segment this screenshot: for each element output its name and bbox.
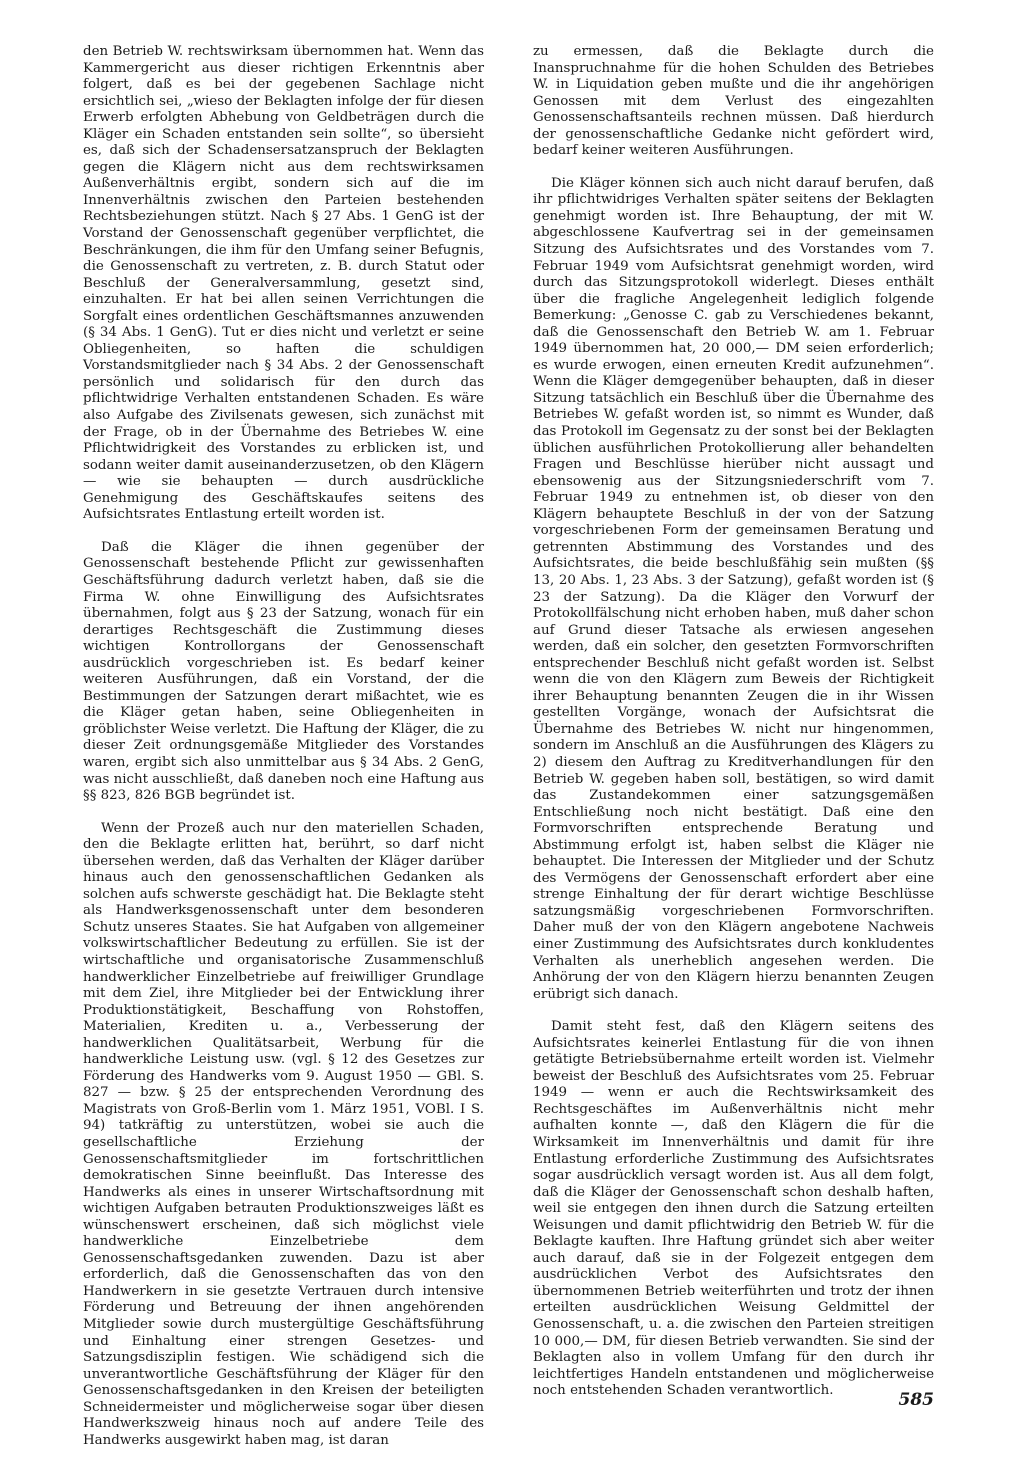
- page-number: 585: [898, 1390, 934, 1410]
- paragraph: Daß die Kläger die ihnen gegenüber der Genossenschaft bestehende Pflicht zur gewissenhaften Geschäftsführung dadurch verletzt haben, daß sie die Firma W. ohne Einwilligung des Aufsichtsrates übernahmen, folgt aus § 23 der Satzung, wonach für ein derartiges Rechtsgeschäft die Zustimmung dieses wichtigen Kontrollorgans der Genossenschaft ausdrücklich vorgeschrieben ist. Es bedarf keiner weiteren Ausführungen, daß ein Vorstand, der die Bestimmungen der Satzungen derart mißachtet, wie es die Kläger getan haben, seine Obliegenheiten in gröblichster Weise verletzt. Die Haftung der Kläger, die zu dieser Zeit ordnungsgemäße Mitglieder des Vorstandes waren, ergibt sich also unmittelbar aus § 34 Abs. 2 GenG, was nicht ausschließt, daß daneben noch eine Haftung aus §§ 823, 826 BGB begründet ist.: [83, 539, 484, 804]
- left-column: [83, 44, 484, 1465]
- paragraph: den Betrieb W. rechtswirksam übernommen hat. Wenn das Kammergericht aus dieser richtigen Erkenntnis aber folgert, daß es bei der gegebenen Sachlage nicht ersichtlich sei, „wieso der Beklagten infolge der für diesen Erwerb erfolgten Abhebung von Geldbeträgen durch die Kläger ein Schaden entstanden sein sollte“, so übersieht es, daß sich der Schadensersatzanspruch der Beklagten gegen die Klägern nicht aus dem rechtswirksamen Außenverhältnis ergibt, sondern sich auf die im Innenverhältnis zwischen den Parteien bestehenden Rechtsbeziehungen stützt. Nach § 27 Abs. 1 GenG ist der Vorstand der Genossenschaft gegenüber verpflichtet, die Beschränkungen, die ihm für den Umfang seiner Befugnis, die Genossenschaft zu vertreten, z. B. durch Statut oder Beschluß der Generalversammlung, gesetzt sind, einzuhalten. Er hat bei allen seinen Verrichtungen die Sorgfalt eines ordentlichen Geschäftsmannes anzuwenden (§ 34 Abs. 1 GenG). Tut er dies nicht und verletzt er seine Obliegenheiten, so haften die schuldigen Vorstandsmitglieder nach § 34 Abs. 2 der Genossenschaft persönlich und solidarisch für den durch das pflichtwidrige Verhalten entstandenen Schaden. Es wäre also Aufgabe des Zivilsenats gewesen, sich zunächst mit der Frage, ob in der Übernahme des Betriebes W. eine Pflichtwidrigkeit des Vorstandes zu erblicken ist, und sodann weiter damit auseinanderzusetzen, ob den Klägern — wie sie behaupten — durch ausdrückliche Genehmigung des Geschäftskaufes seitens des Aufsichtsrates Entlastung erteilt worden ist.: [83, 44, 484, 523]
- right-column: [533, 44, 934, 1416]
- paragraph: Die Kläger können sich auch nicht darauf berufen, daß ihr pflichtwidriges Verhalten später seitens der Beklagten genehmigt worden ist. Ihre Behauptung, der mit W. abgeschlossene Kaufvertrag sei in der gemeinsamen Sitzung des Aufsichtsrates und des Vorstandes vom 7. Februar 1949 vom Aufsichtsrat genehmigt worden, wird durch das Sitzungsprotokoll widerlegt. Dieses enthält über die fragliche Angelegenheit lediglich folgende Bemerkung: „Genosse C. gab zu Verschiedenes bekannt, daß die Genossenschaft den Betrieb W. am 1. Februar 1949 übernommen hat, 20 000,— DM seien erforderlich; es wurde erwogen, einen erneuten Kredit aufzunehmen“. Wenn die Kläger demgegenüber behaupten, daß in dieser Sitzung tatsächlich ein Beschluß über die Übernahme des Betriebes W. gefaßt worden ist, so nimmt es Wunder, daß das Protokoll im Gegensatz zu der sonst bei der Beklagten üblichen ausführlichen Protokollierung aller behandelten Fragen und Beschlüsse hierüber nicht aussagt und ebensowenig aus der Sitzungsniederschrift vom 7. Februar 1949 zu entnehmen ist, ob dieser von den Klägern behauptete Beschluß in der von der Satzung vorgeschriebenen Form der gemeinsamen Beratung und getrennten Abstimmung des Vorstandes und des Aufsichtsrates, die beide beschlußfähig sein mußten (§§ 13, 20 Abs. 1, 23 Abs. 3 der Satzung), gefaßt worden ist (§ 23 der Satzung). Da die Kläger den Vorwurf der Protokollfälschung nicht erhoben haben, muß daher schon auf Grund dieser Tatsache als erwiesen angesehen werden, daß ein solcher, den gesetzten Formvorschriften entsprechender Beschluß nicht gefaßt worden ist. Selbst wenn die von den Klägern zum Beweis der Richtigkeit ihrer Behauptung benannten Zeugen die in ihr Wissen gestellten Vorgänge, wonach der Aufsichtsrat die Übernahme des Betriebes W. nicht nur hingenommen, sondern im Anschluß an die Ausführungen des Klägers zu 2) diesem den Auftrag zu Kreditverhandlungen für den Betrieb W. gegeben haben soll, bestätigen, so wird damit das Zustandekommen einer satzungsgemäßen Entschließung noch nicht bestätigt. Daß eine den Formvorschriften entsprechende Beratung und Abstimmung erfolgt ist, haben selbst die Kläger nie behauptet. Die Interessen der Mitglieder und der Schutz des Vermögens der Genossenschaft erfordert aber eine strenge Einhaltung der für derart wichtige Beschlüsse satzungsmäßig vorgeschriebenen Formvorschriften. Daher muß der von den Klägern angebotene Nachweis einer Zustimmung des Aufsichtsrates durch konkludentes Verhalten als unerheblich angesehen werden. Die Anhörung der von den Klägern hierzu benannten Zeugen erübrigt sich danach.: [533, 175, 934, 1002]
- paragraph: Wenn der Prozeß auch nur den materiellen Schaden, den die Beklagte erlitten hat, berührt, so darf nicht übersehen werden, daß das Verhalten der Kläger darüber hinaus auch den genossenschaftlichen Gedanken als solchen aufs schwerste geschädigt hat. Die Beklagte steht als Handwerksgenossenschaft unter dem besonderen Schutz unseres Staates. Sie hat Aufgaben von allgemeiner volkswirtschaftlicher Bedeutung zu erfüllen. Sie ist der wirtschaftliche und organisatorische Zusammenschluß handwerklicher Einzelbetriebe auf freiwilliger Grundlage mit dem Ziel, ihre Mitglieder bei der Entwicklung ihrer Produktionstätigkeit, Beschaffung von Rohstoffen, Materialien, Krediten u. a., Verbesserung der handwerklichen Qualitätsarbeit, Werbung für die handwerkliche Leistung usw. (vgl. § 12 des Gesetzes zur Förderung des Handwerks vom 9. August 1950 — GBl. S. 827 — bzw. § 25 der entsprechenden Verordnung des Magistrats von Groß-Berlin vom 1. März 1951, VOBl. I S. 94) tatkräftig zu unterstützen, wobei sie auch die gesellschaftliche Erziehung der Genossenschaftsmitglieder im fortschrittlichen demokratischen Sinne beeinflußt. Das Interesse des Handwerks als eines in unserer Wirtschaftsordnung mit wichtigen Aufgaben betrauten Produktionszweiges läßt es wünschenswert erscheinen, daß sich möglichst viele handwerkliche Einzelbetriebe dem Genossenschaftsgedanken zuwenden. Dazu ist aber erforderlich, daß die Genossenschaften das von den Handwerkern in sie gesetzte Vertrauen durch intensive Förderung und Betreuung der ihnen angehörenden Mitglieder sowie durch mustergültige Geschäftsführung und Einhaltung einer strengen Gesetzes- und Satzungsdisziplin festigen. Wie schädigend sich die unverantwortliche Geschäftsführung der Kläger für den Genossenschaftsgedanken in den Kreisen der beteiligten Schneidermeister und möglicherweise sogar über diesen Handwerkszweig hinaus noch auf andere Teile des Handwerks ausgewirkt haben mag, ist daran: [83, 820, 484, 1448]
- paragraph: zu ermessen, daß die Beklagte durch die Inanspruchnahme für die hohen Schulden des Betriebes W. in Liquidation geben mußte und die ihr angehörigen Genossen mit dem Verlust des eingezahlten Genossenschaftsanteils rechnen müssen. Daß hierdurch der genossenschaftliche Gedanke nicht gefördert wird, bedarf keiner weiteren Ausführungen.: [533, 44, 934, 159]
- paragraph: Damit steht fest, daß den Klägern seitens des Aufsichtsrates keinerlei Entlastung für die von ihnen getätigte Betriebsübernahme erteilt worden ist. Vielmehr beweist der Beschluß des Aufsichtsrates vom 25. Februar 1949 — wenn er auch die Rechtswirksamkeit des Rechtsgeschäftes im Außenverhältnis nicht mehr aufhalten konnte —, daß den Klägern die für die Wirksamkeit im Innenverhältnis und damit für ihre Entlastung erforderliche Zustimmung des Aufsichtsrates sogar ausdrücklich versagt worden ist. Aus all dem folgt, daß die Kläger der Genossenschaft schon deshalb haften, weil sie entgegen den ihnen durch die Satzung erteilten Weisungen und damit pflichtwidrig den Betrieb W. für die Beklagte kauften. Ihre Haftung gründet sich aber weiter auch darauf, daß sie in der Folgezeit entgegen dem ausdrücklichen Verbot des Aufsichtsrates den übernommenen Betrieb weiterführten und trotz der ihnen erteilten ausdrücklichen Weisung Geldmittel der Genossenschaft, u. a. die zwischen den Parteien streitigen 10 000,— DM, für diesen Betrieb verwandten. Sie sind der Beklagten also in vollem Umfang für den durch ihr leichtfertiges Handeln entstandenen und möglicherweise noch entstehenden Schaden verantwortlich.: [533, 1019, 934, 1399]
